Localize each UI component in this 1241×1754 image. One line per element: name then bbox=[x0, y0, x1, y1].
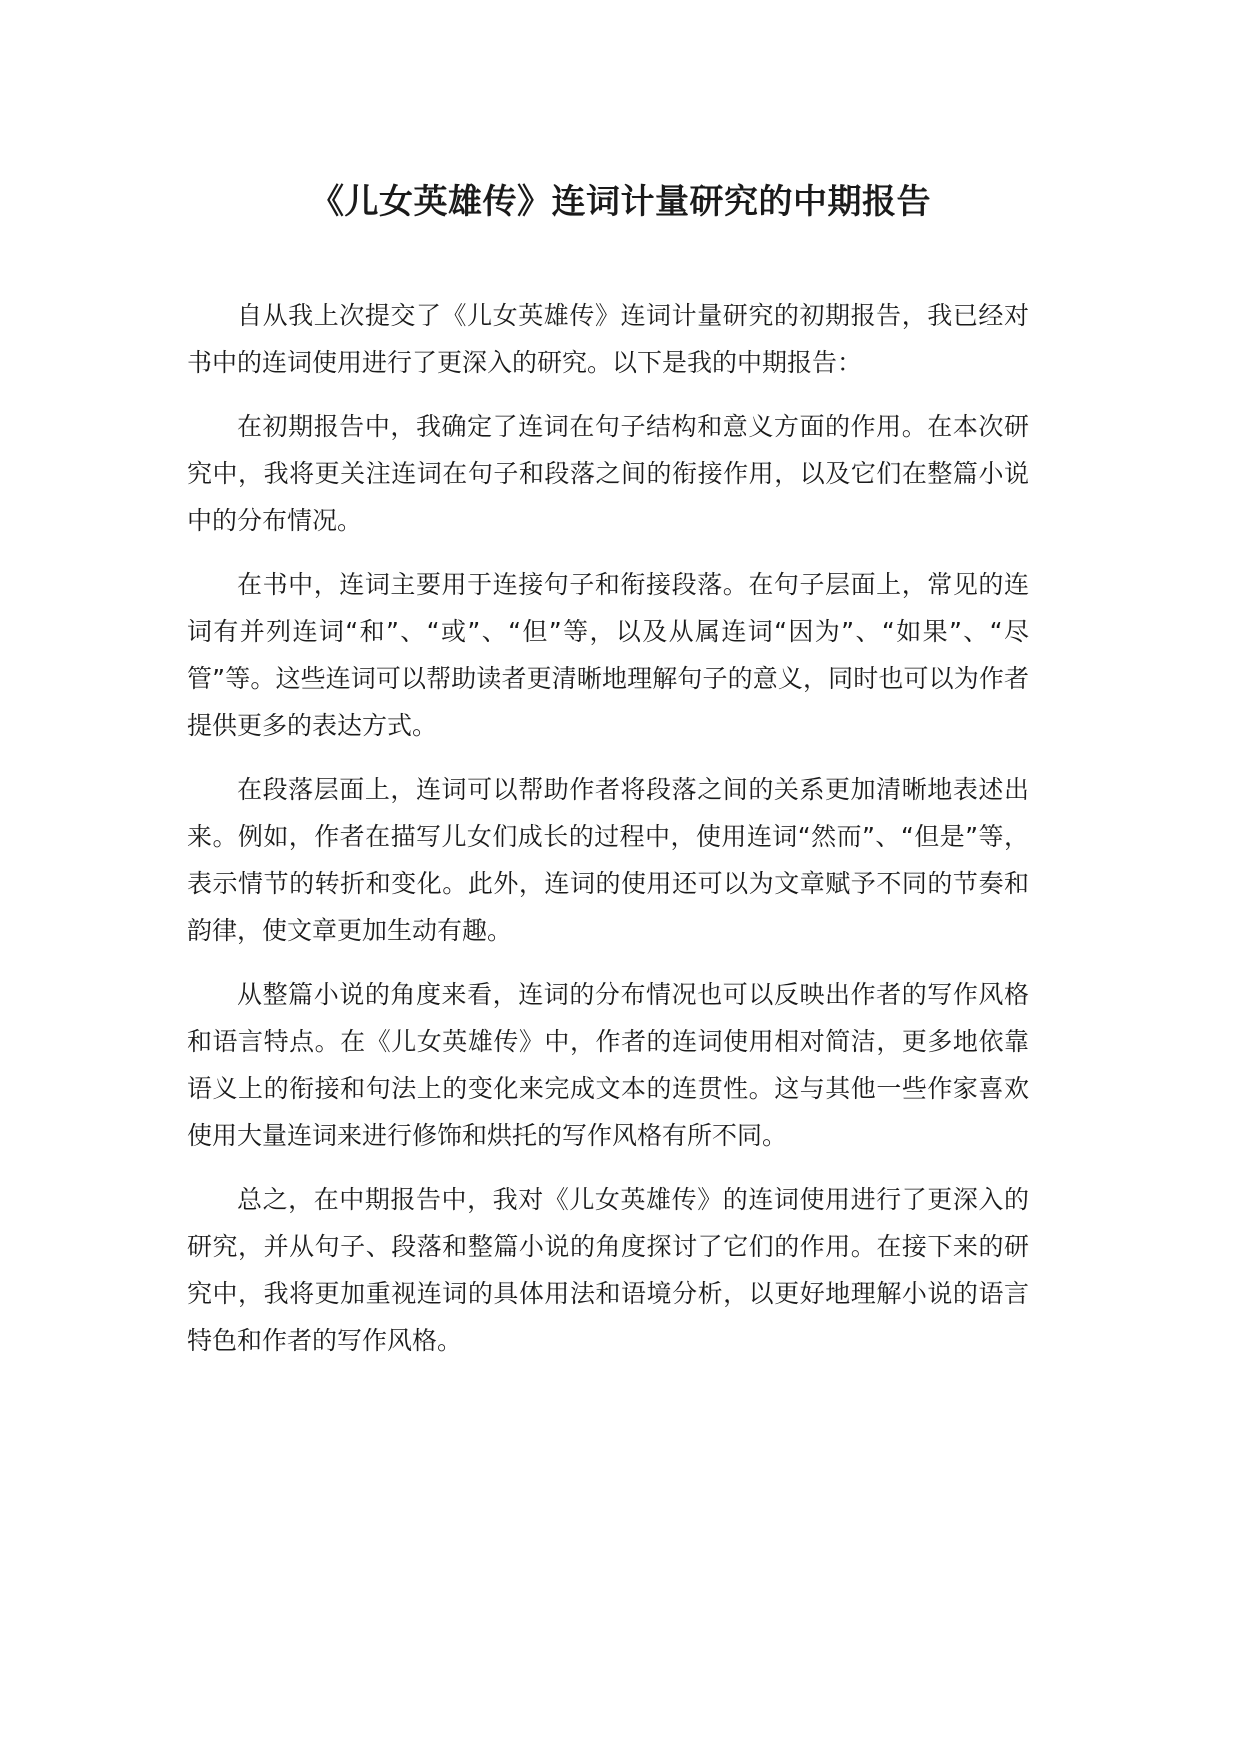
document-body bbox=[187, 292, 1029, 1381]
paragraph-2: 在初期报告中，我确定了连词在句子结构和意义方面的作用。在本次研究中，我将更关注连词在句子和段落之间的衔接作用，以及它们在整篇小说中的分布情况。 bbox=[187, 412, 1029, 535]
paragraph-5: 从整篇小说的角度来看，连词的分布情况也可以反映出作者的写作风格和语言特点。在《儿女英雄传》中，作者的连词使用相对简洁，更多地依靠语义上的衔接和句法上的变化来完成文本的连贯性。这与其他一些作家喜欢使用大量连词来进行修饰和烘托的写作风格有所不同。 bbox=[187, 980, 1029, 1150]
paragraph-3: 在书中，连词主要用于连接句子和衔接段落。在句子层面上，常见的连词有并列连词“和”、“或”、“但”等，以及从属连词“因为”、“如果”、“尽管”等。这些连词可以帮助读者更清晰地理解句子的意义，同时也可以为作者提供更多的表达方式。 bbox=[187, 570, 1029, 740]
document-title: 《儿女英雄传》连词计量研究的中期报告 bbox=[310, 182, 931, 222]
paragraph-6: 总之，在中期报告中，我对《儿女英雄传》的连词使用进行了更深入的研究，并从句子、段落和整篇小说的角度探讨了它们的作用。在接下来的研究中，我将更加重视连词的具体用法和语境分析，以更好地理解小说的语言特色和作者的写作风格。 bbox=[187, 1185, 1029, 1355]
paragraph-1: 自从我上次提交了《儿女英雄传》连词计量研究的初期报告，我已经对书中的连词使用进行了更深入的研究。以下是我的中期报告： bbox=[187, 301, 1029, 377]
paragraph-4: 在段落层面上，连词可以帮助作者将段落之间的关系更加清晰地表述出来。例如，作者在描写儿女们成长的过程中，使用连词“然而”、“但是”等，表示情节的转折和变化。此外，连词的使用还可以为文章赋予不同的节奏和韵律，使文章更加生动有趣。 bbox=[187, 775, 1029, 945]
